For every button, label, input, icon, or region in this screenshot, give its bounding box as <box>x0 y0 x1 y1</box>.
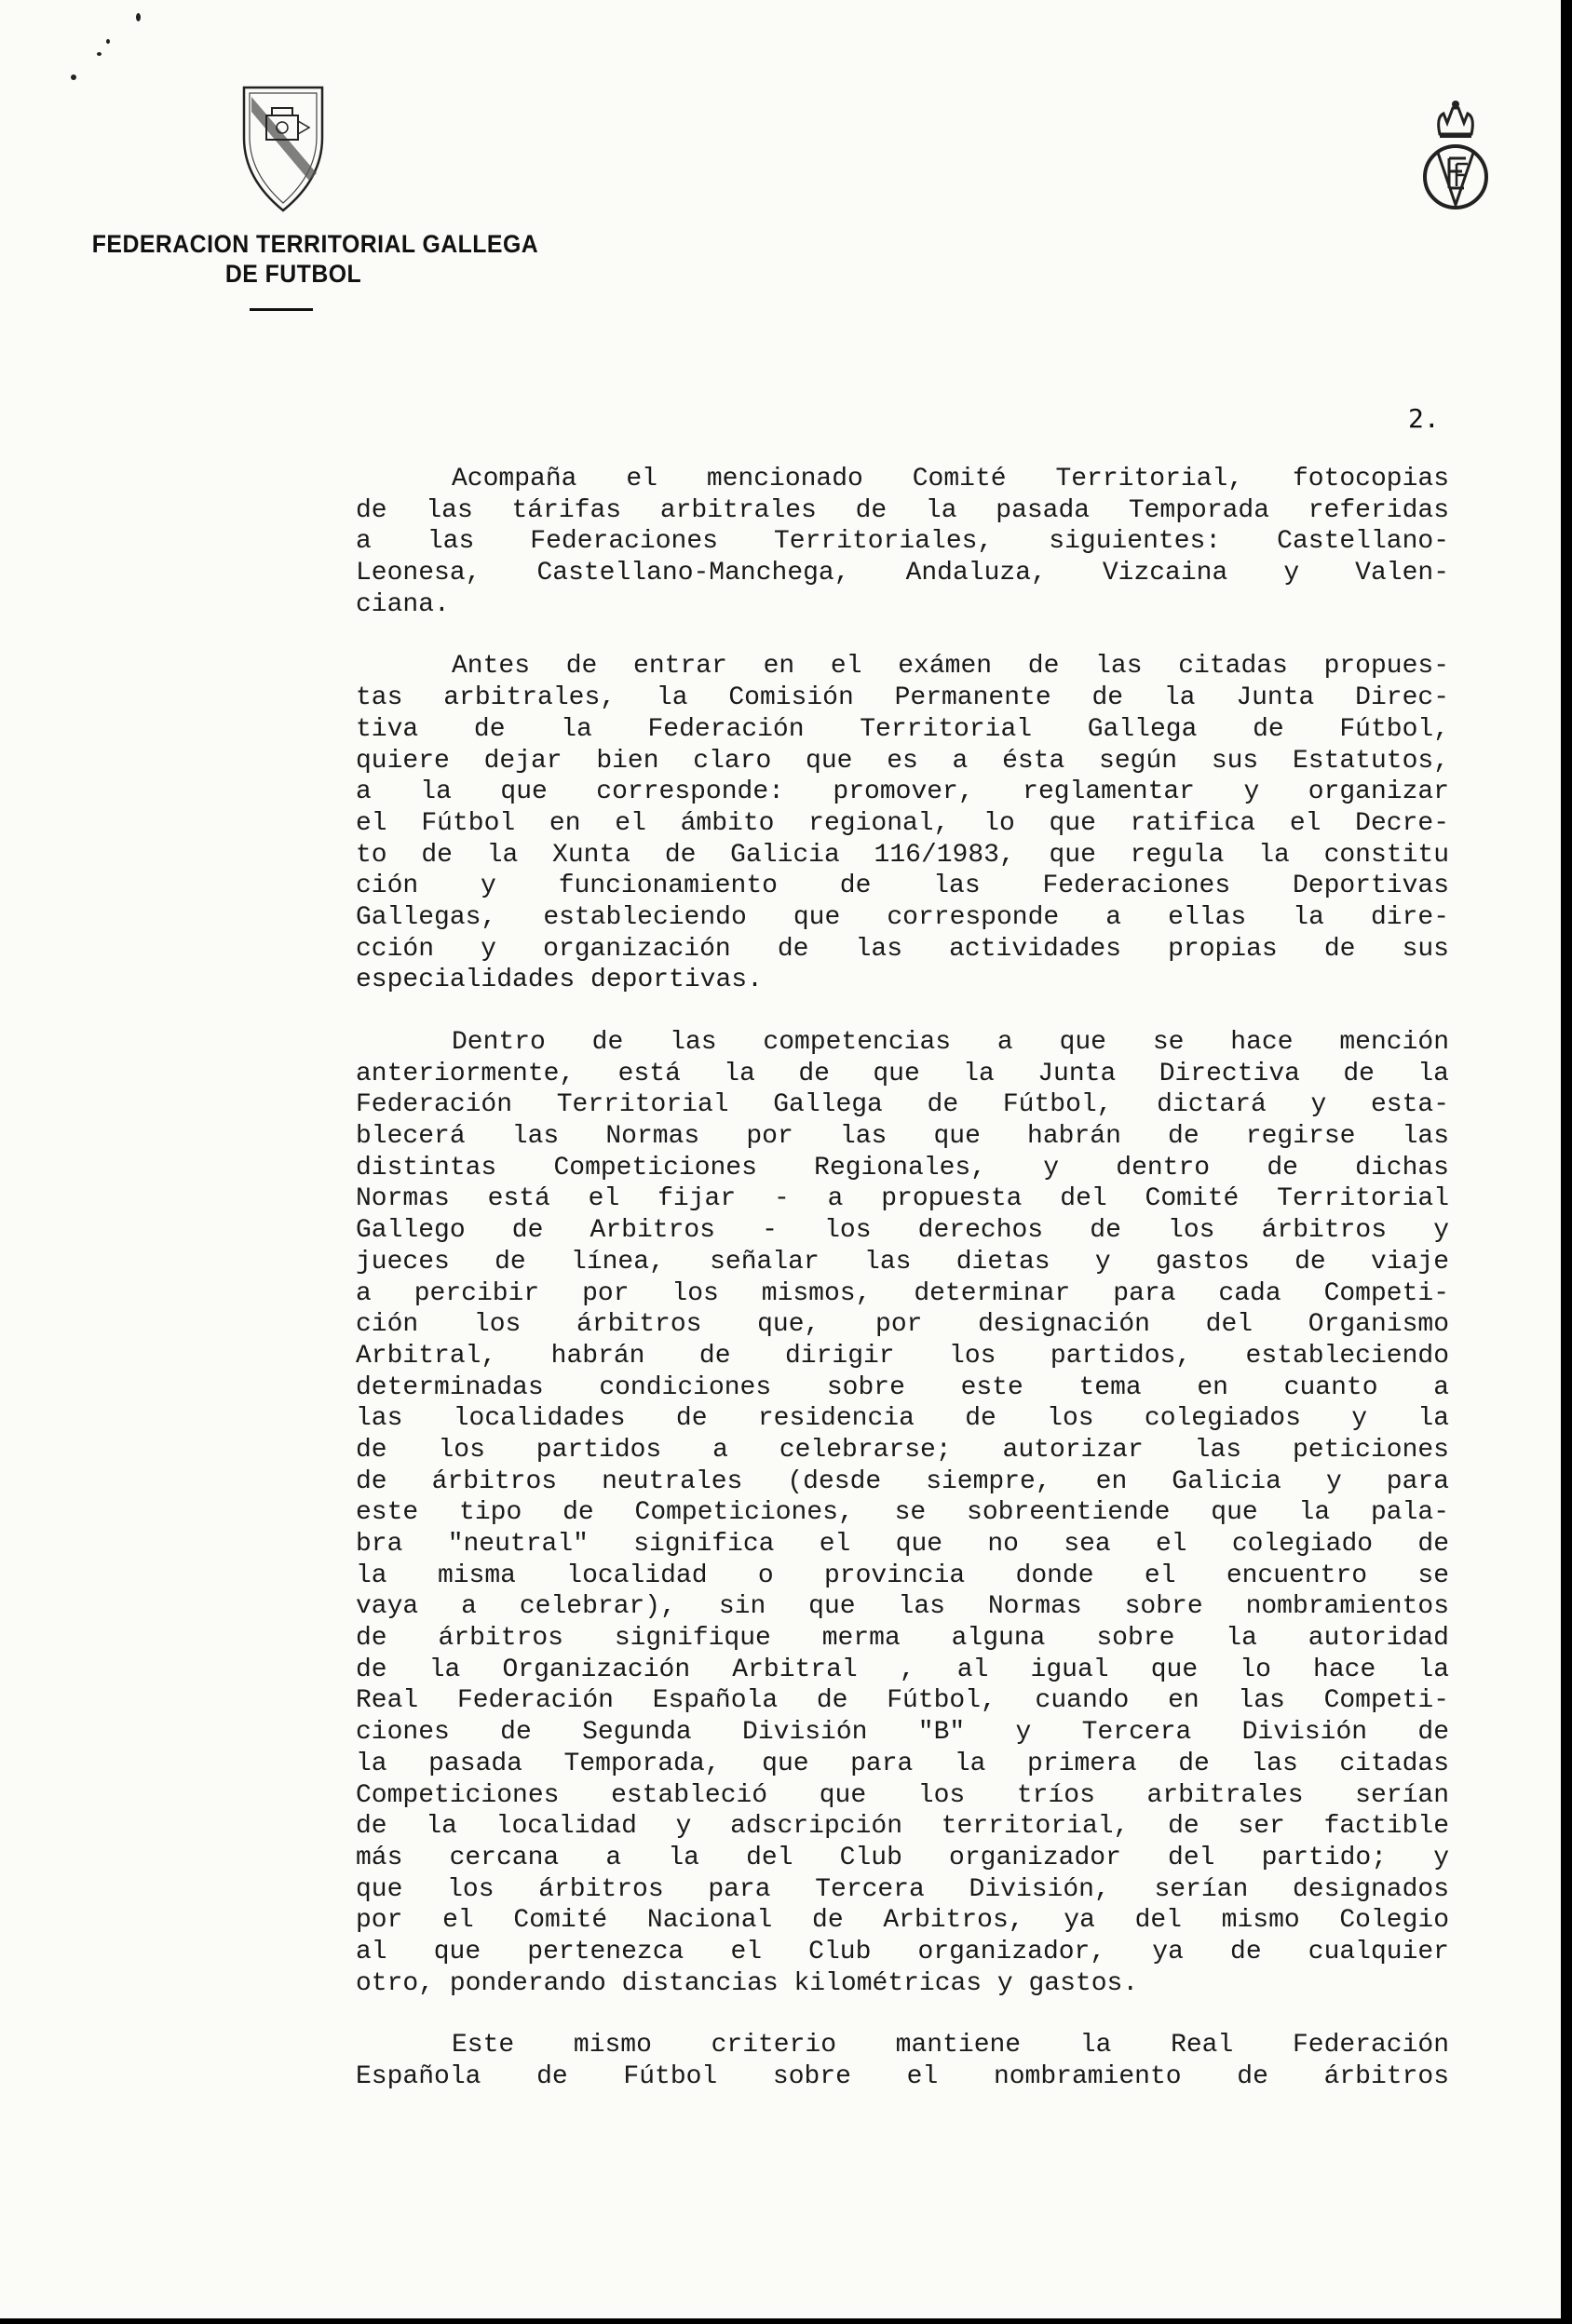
text-line: a la que corresponde: promover, reglamentar y organizar <box>356 777 1449 807</box>
text-line: tas arbitrales, la Comisión Permanente de la Junta Direc- <box>356 683 1449 713</box>
text-line: Acompaña el mencionado Comité Territorial, fotocopias <box>452 465 1449 493</box>
text-line: de la localidad y adscripción territorial, de ser factible <box>356 1812 1449 1842</box>
letter-body <box>356 464 1449 2124</box>
paragraph <box>356 2030 1449 2092</box>
scan-speck <box>71 74 76 80</box>
scan-speck <box>136 13 141 21</box>
text-line: anteriormente, está la de que la Junta Directiva de la <box>356 1059 1449 1088</box>
text-line: de los partidos a celebrarse; autorizar las peticiones <box>356 1435 1449 1465</box>
text-line: el Fútbol en el ámbito regional, lo que ratifica el Decre- <box>356 808 1449 838</box>
text-line: ción y funcionamiento de las Federaciones Deportivas <box>356 872 1449 901</box>
text-line: de árbitros signifique merma alguna sobre la autoridad <box>356 1624 1449 1654</box>
text-line: especialidades deportivas. <box>356 966 763 995</box>
scan-speck <box>106 39 110 44</box>
organization-name <box>91 229 539 289</box>
text-line: las localidades de residencia de los colegiados y la <box>356 1404 1449 1434</box>
paragraph <box>356 1027 1449 1999</box>
text-line: por el Comité Nacional de Arbitros, ya del mismo Colegio <box>356 1906 1449 1936</box>
text-line: vaya a celebrar), sin que las Normas sobre nombramientos <box>356 1592 1449 1622</box>
text-line: Arbitral, habrán de dirigir los partidos, estableciendo <box>356 1341 1449 1371</box>
scan-speck <box>97 52 102 56</box>
text-line: blecerá las Normas por las que habrán de regirse las <box>356 1122 1449 1152</box>
text-line: la misma localidad o provincia donde el encuentro se <box>356 1561 1449 1590</box>
text-line: Española de Fútbol sobre el nombramiento de árbitros <box>356 2062 1449 2091</box>
text-line: Federación Territorial Gallega de Fútbol, dictará y esta- <box>356 1090 1449 1120</box>
header-divider <box>250 308 313 311</box>
text-line: cción y organización de las actividades propias de sus <box>356 934 1449 964</box>
text-line: bra "neutral" significa el que no sea el colegiado de <box>356 1530 1449 1559</box>
text-line: Gallegas, estableciendo que corresponde a ellas la dire- <box>356 902 1449 932</box>
text-line: de la Organización Arbitral , al igual que lo hace la <box>356 1655 1449 1684</box>
text-line: que los árbitros para Tercera División, serían designados <box>356 1874 1449 1904</box>
text-line: de árbitros neutrales (desde siempre, en Galicia y para <box>356 1466 1449 1496</box>
text-line: Antes de entrar en el exámen de las citadas propues- <box>452 652 1449 682</box>
text-line: ciana. <box>356 589 450 619</box>
organization-name-line-1: FEDERACION TERRITORIAL GALLEGA <box>91 230 539 258</box>
text-line: jueces de línea, señalar las dietas y gastos de viaje <box>356 1247 1449 1277</box>
text-line: ción los árbitros que, por designación del Organismo <box>356 1310 1449 1340</box>
text-line: a percibir por los mismos, determinar para cada Competi- <box>356 1278 1449 1308</box>
federation-shield-icon <box>238 84 328 214</box>
text-line: to de la Xunta de Galicia 116/1983, que regula la constitu <box>356 840 1449 870</box>
text-line: quiere dejar bien claro que es a ésta según sus Estatutos, <box>356 746 1449 776</box>
organization-name-line-2: DE FUTBOL <box>224 260 362 288</box>
text-line: más cercana a la del Club organizador del partido; y <box>356 1843 1449 1872</box>
paragraph <box>356 651 1449 996</box>
text-line: Gallego de Arbitros - los derechos de los árbitros y <box>356 1216 1449 1246</box>
text-line: al que pertenezca el Club organizador, ya de cualquier <box>356 1937 1449 1966</box>
text-line: la pasada Temporada, que para la primera de las citadas <box>356 1749 1449 1778</box>
text-line: tiva de la Federación Territorial Gallega de Fútbol, <box>356 714 1449 744</box>
text-line: determinadas condiciones sobre este tema en cuanto a <box>356 1372 1449 1402</box>
text-line: Real Federación Española de Fútbol, cuando en las Competi- <box>356 1686 1449 1716</box>
page-number: 2. <box>1408 403 1440 434</box>
text-line: de las tárifas arbitrales de la pasada Temporada referidas <box>356 495 1449 525</box>
crowned-rfef-emblem-icon <box>1419 97 1492 214</box>
text-line: Dentro de las competencias a que se hace mención <box>452 1028 1449 1057</box>
text-line: ciones de Segunda División "B" y Tercera División de <box>356 1718 1449 1748</box>
text-line: este tipo de Competiciones, se sobreentiende que la pala- <box>356 1498 1449 1528</box>
text-line: distintas Competiciones Regionales, y dentro de dichas <box>356 1153 1449 1182</box>
text-line: a las Federaciones Territoriales, siguientes: Castellano- <box>356 527 1449 557</box>
paragraph <box>356 464 1449 620</box>
text-line: Normas está el fijar - a propuesta del Comité Territorial <box>356 1184 1449 1214</box>
text-line: otro, ponderando distancias kilométricas y gastos. <box>356 1968 1139 1998</box>
text-line: Este mismo criterio mantiene la Real Federación <box>452 2031 1449 2061</box>
text-line: Leonesa, Castellano-Manchega, Andaluza, Vizcaina y Valen- <box>356 559 1449 588</box>
text-line: Competiciones estableció que los tríos arbitrales serían <box>356 1780 1449 1810</box>
